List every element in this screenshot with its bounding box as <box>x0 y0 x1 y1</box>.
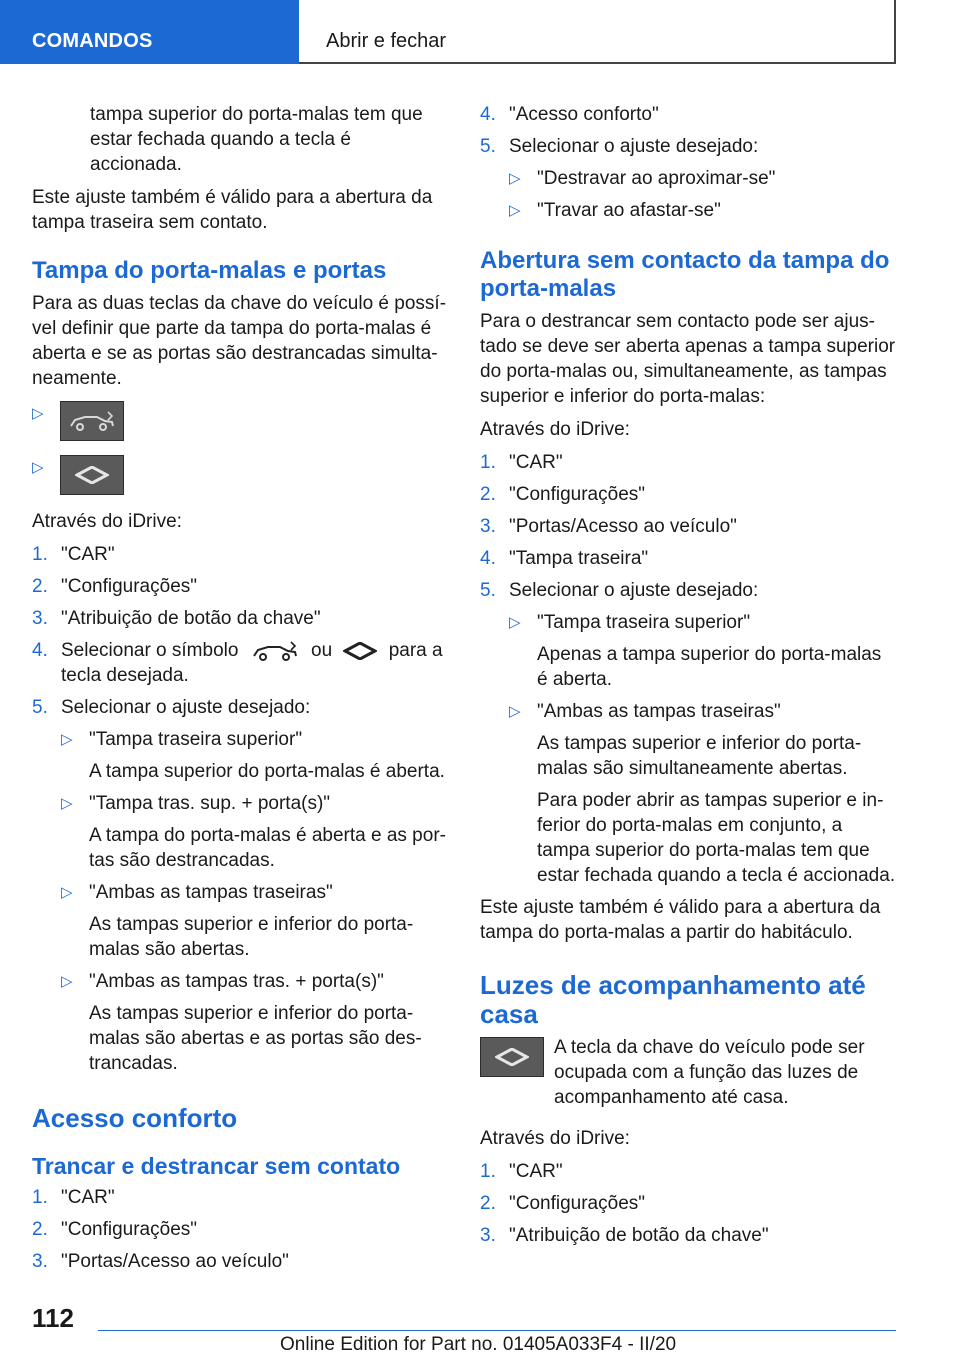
car-trunk-icon <box>250 640 300 662</box>
diamond-key-icon <box>480 1037 544 1077</box>
paragraph: Este ajuste também é válido para a abertura da tampa traseira sem contato. <box>32 187 433 233</box>
list-item: 5. Selecionar o ajuste desejado: <box>480 136 759 157</box>
diamond-icon <box>343 642 377 660</box>
paragraph: A tecla da chave do veículo pode ser ocupada com a função das luzes de acompanhamento até casa. <box>554 1037 865 1108</box>
idrive-intro: Através do iDrive: <box>480 1128 630 1149</box>
key-icon-item <box>32 401 448 441</box>
idrive-intro: Através do iDrive: <box>480 419 630 440</box>
section-title: COMANDOS <box>32 30 153 52</box>
option-item: ▷ "Travar ao afastar-se" <box>509 200 721 221</box>
list-item: 2. "Configurações" <box>480 1193 646 1214</box>
heading-tampa-portas: Tampa do porta-malas e portas <box>32 257 387 284</box>
option-item: ▷ "Ambas as tampas traseiras" <box>61 882 333 903</box>
heading-abertura: Abertura sem contacto da tampa do porta-malas <box>480 247 890 302</box>
edition-note: Online Edition for Part no. 01405A033F4 - II/20 <box>280 1334 677 1355</box>
list-item: 4. Selecionar o símbolo ou para a tecla desejada. <box>32 640 443 686</box>
option-desc: As tampas superior e inferior do porta-malas são abertas. <box>89 914 414 960</box>
diamond-icon <box>75 466 109 484</box>
list-item: 4. "Acesso conforto" <box>480 104 659 125</box>
triangle-bullet-icon: ▷ <box>32 459 44 476</box>
page-number: 112 <box>32 1303 74 1333</box>
option-desc: As tampas superior e inferior do porta-malas são abertas e as portas são destrancadas. <box>89 1003 422 1074</box>
diamond-icon <box>495 1048 529 1066</box>
option-item: ▷ "Tampa traseira superior" <box>61 729 303 750</box>
footer-divider <box>98 1330 896 1331</box>
list-item: 4. "Tampa traseira" <box>480 548 649 569</box>
option-desc: A tampa do porta-malas é aberta e as portas são destrancadas. <box>89 825 446 871</box>
idrive-intro: Através do iDrive: <box>32 511 182 532</box>
list-item: 1. "CAR" <box>32 1187 115 1208</box>
list-item: 1. "CAR" <box>480 452 563 473</box>
option-item: ▷ "Ambas as tampas tras. + porta(s)" <box>61 971 384 992</box>
list-item: 2. "Configurações" <box>32 1219 198 1240</box>
key-icon-item <box>32 455 448 495</box>
list-item: 3. "Portas/Acesso ao veículo" <box>480 516 737 537</box>
list-item: 5. Selecionar o ajuste desejado: <box>480 580 759 601</box>
list-item: 5. Selecionar o ajuste desejado: <box>32 697 311 718</box>
triangle-bullet-icon: ▷ <box>32 405 44 422</box>
option-item: ▷ "Destravar ao aproximar-se" <box>509 168 776 189</box>
list-item: 3. "Atribuição de botão da chave" <box>32 608 321 629</box>
continued-note: tampa superior do porta-malas tem que estar fechada quando a tecla é accionada. <box>90 104 423 175</box>
left-column <box>32 102 448 1281</box>
chapter-title: Abrir e fechar <box>326 30 447 52</box>
right-column <box>480 102 896 1255</box>
list-item: 2. "Configurações" <box>480 484 646 505</box>
diamond-key-icon <box>60 455 124 495</box>
option-item: ▷ "Ambas as tampas traseiras" <box>509 701 781 722</box>
option-desc: Para poder abrir as tampas superior e inferior do porta-malas em conjunto, a tampa superior do porta-malas tem que estar fechada quando a tecla é accionada. <box>537 790 896 886</box>
option-item: ▷ "Tampa tras. sup. + porta(s)" <box>61 793 331 814</box>
car-trunk-icon <box>67 408 117 434</box>
header-divider <box>299 62 310 64</box>
list-item: 3. "Portas/Acesso ao veículo" <box>32 1251 289 1272</box>
section-tab <box>0 0 299 64</box>
list-item: 1. "CAR" <box>32 544 115 565</box>
heading-acesso-conforto: Acesso conforto <box>32 1103 238 1133</box>
list-item: 1. "CAR" <box>480 1161 563 1182</box>
luzes-block <box>480 1035 896 1118</box>
heading-luzes: Luzes de acompanhamento até casa <box>480 970 866 1029</box>
option-desc: As tampas superior e inferior do porta-malas são simultaneamente abertas. <box>537 733 862 779</box>
list-item: 2. "Configurações" <box>32 576 198 597</box>
car-trunk-key-icon <box>60 401 124 441</box>
paragraph: Para o destrancar sem contacto pode ser ajustado se deve ser aberta apenas a tampa superior do porta-malas ou, simultaneamente, as tampas superior e inferior do porta-malas: <box>480 311 896 407</box>
paragraph: Este ajuste também é válido para a abertura da tampa do porta-malas a partir do habitáculo. <box>480 897 881 943</box>
paragraph: Para as duas teclas da chave do veículo é possível definir que parte da tampa do porta-malas é aberta e se as portas são destrancadas simultaneamente. <box>32 293 447 389</box>
chapter-tab <box>310 0 896 64</box>
option-desc: A tampa superior do porta-malas é aberta. <box>89 761 445 782</box>
list-item: 3. "Atribuição de botão da chave" <box>480 1225 769 1246</box>
option-desc: Apenas a tampa superior do porta-malas é aberta. <box>537 644 882 690</box>
heading-trancar: Trancar e destrancar sem contato <box>32 1153 401 1179</box>
option-item: ▷ "Tampa traseira superior" <box>509 612 751 633</box>
